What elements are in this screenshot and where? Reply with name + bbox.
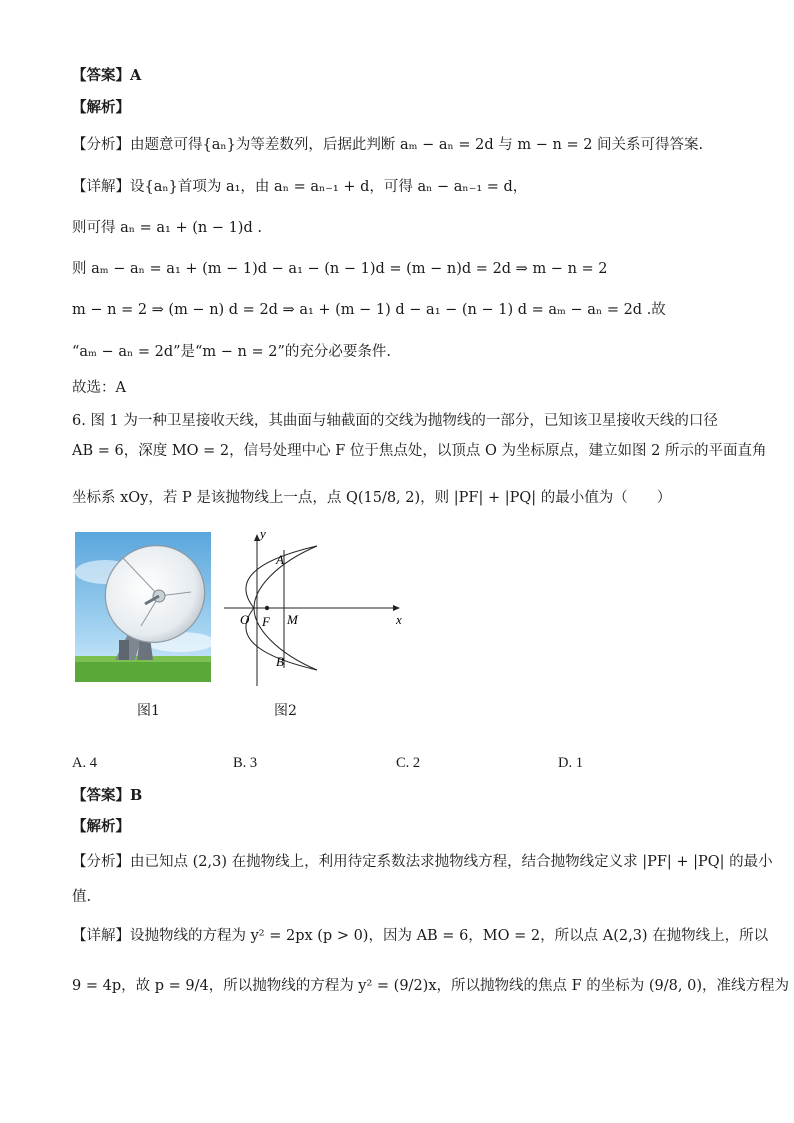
q6-analysis-line-2: 值. [72,889,92,905]
q6-stem-line-3: 坐标系 xOy，若 P 是该抛物线上一点，点 Q(15/8, 2)，则 |PF| + |PQ| 的最小值为（ ） [72,490,672,506]
q6-answer: 【答案】B [72,787,143,804]
label-x: x [396,612,402,627]
label-o: O [240,612,250,627]
q5-detail-line-1: 【详解】设{aₙ}首项为 a₁，由 aₙ = aₙ₋₁ + d，可得 aₙ − aₙ₋₁ = d， [72,179,528,195]
q6-detail-line-2: 9 = 4p，故 p = 9/4，所以抛物线的方程为 y² = (9/2)x，所以抛物线的焦点 F 的坐标为 (9/8, 0)，准线方程为 [72,978,789,994]
q6-figures [72,528,402,728]
q5-final-choice: 故选：A [72,380,126,396]
label-m: M [287,612,298,627]
option-a: A. 4 [72,755,97,771]
option-b: B. 3 [233,755,258,771]
q5-detail-line-5: “aₘ − aₙ = 2d”是“m − n = 2”的充分必要条件. [72,344,392,360]
parabola-diagram [222,528,412,688]
satellite-dish-photo [75,532,211,682]
q6-stem-line-2: AB = 6，深度 MO = 2，信号处理中心 F 位于焦点处，以顶点 O 为坐标原点，建立如图 2 所示的平面直角 [72,443,767,459]
q5-detail-line-4: m − n = 2 ⇒ (m − n) d = 2d ⇒ a₁ + (m − 1) d − a₁ − (n − 1) d = aₘ − aₙ = 2d .故 [72,302,666,318]
label-f: F [262,614,270,629]
q6-analysis-heading: 【解析】 [72,818,130,835]
q6-detail-line-1: 【详解】设抛物线的方程为 y² = 2px (p > 0)，因为 AB = 6，MO = 2，所以点 A(2,3) 在抛物线上，所以 [72,928,769,944]
figure-2-caption: 图2 [274,703,297,719]
q6-stem-line-1: 6. 图 1 为一种卫星接收天线，其曲面与轴截面的交线为抛物线的一部分，已知该卫星接收天线的口径 [72,413,718,429]
label-a: A [276,552,284,567]
x-axis-arrow [393,605,400,611]
option-c: C. 2 [396,755,421,771]
q5-analysis-heading: 【解析】 [72,99,130,116]
q6-analysis-line-1: 【分析】由已知点 (2,3) 在抛物线上，利用待定系数法求抛物线方程，结合抛物线定义求 |PF| + |PQ| 的最小 [72,854,773,870]
option-d: D. 1 [558,755,583,771]
figure-1-caption: 图1 [137,703,160,719]
label-y: y [260,528,266,541]
focus-point [265,606,269,610]
q5-answer: 【答案】A [72,67,142,84]
q5-analysis-text: 【分析】由题意可得{aₙ}为等差数列，后据此判断 aₘ − aₙ = 2d 与 m − n = 2 间关系可得答案. [72,137,704,153]
label-b: B [276,654,284,669]
q5-detail-line-2: 则可得 aₙ = a₁ + (n − 1)d . [72,220,262,236]
q5-detail-line-3: 则 aₘ − aₙ = a₁ + (m − 1)d − a₁ − (n − 1)d = (m − n)d = 2d ⇒ m − n = 2 [72,261,608,277]
